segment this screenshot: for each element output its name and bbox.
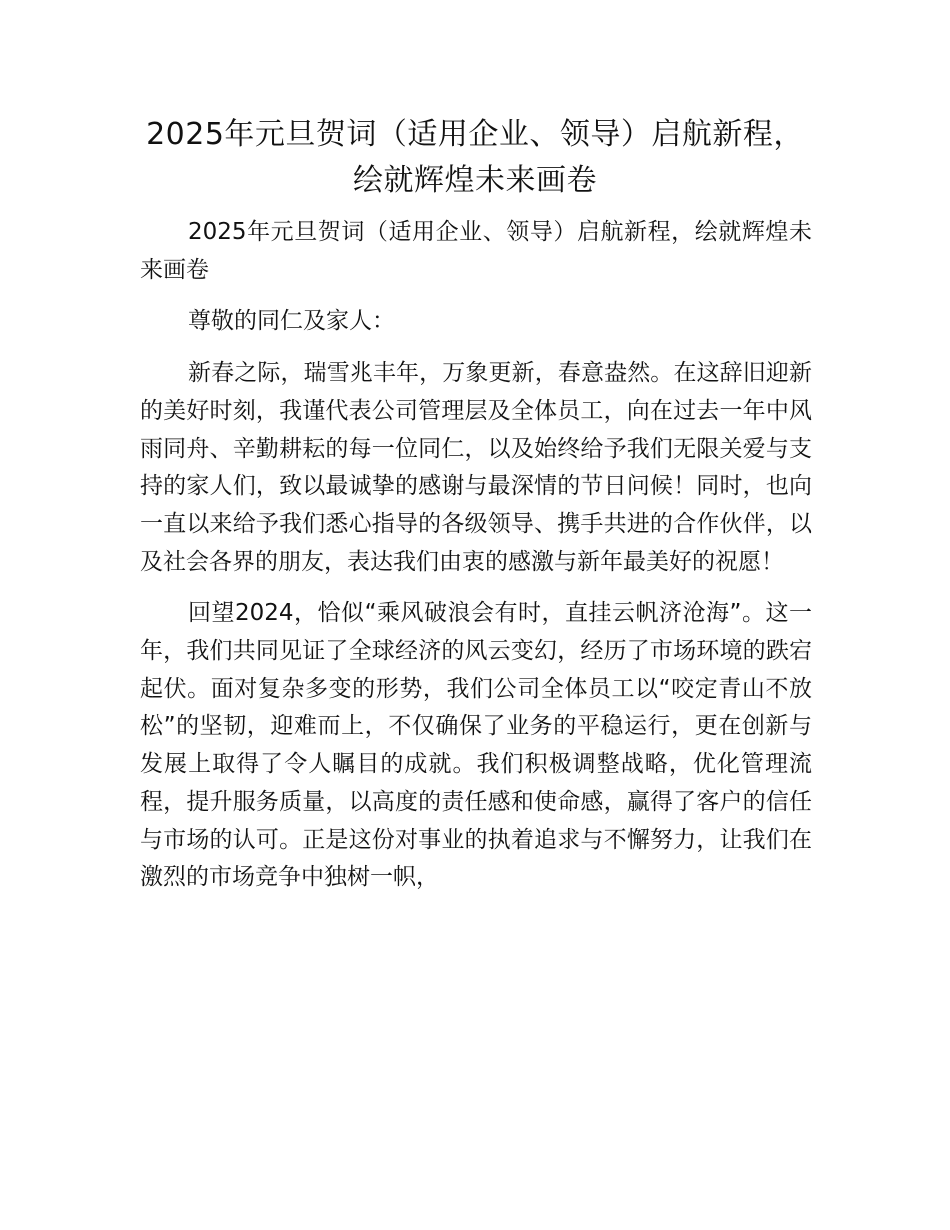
paragraph-salutation: 尊敬的同仁及家人： — [188, 308, 395, 335]
document-title: 2025年元旦贺词（适用企业、领导）启航新程，绘就辉煌未来画卷 — [146, 117, 804, 198]
document-body — [140, 214, 812, 911]
paragraph-subtitle: 2025年元旦贺词（适用企业、领导）启航新程，绘就辉煌未来画卷 — [140, 219, 812, 283]
paragraph-greeting: 新春之际，瑞雪兆丰年，万象更新，春意盎然。在这辞旧迎新的美好时刻，我谨代表公司管理层及全体员工，向在过去一年中风雨同舟、辛勤耕耘的每一位同仁，以及始终给予我们无限关爱与支持的家人们，致以最诚挚的感谢与最深情的节日问候！同时，也向一直以来给予我们悉心指导的各级领导、携手共进的合作伙伴，以及社会各界的朋友，表达我们由衷的感激与新年最美好的祝愿！ — [140, 360, 812, 575]
paragraph-review: 回望2024，恰似“乘风破浪会有时，直挂云帆济沧海”。这一年，我们共同见证了全球经济的风云变幻，经历了市场环境的跌宕起伏。面对复杂多变的形势，我们公司全体员工以“咬定青山不放松”的坚韧，迎难而上，不仅确保了业务的平稳运行，更在创新与发展上取得了令人瞩目的成就。我们积极调整战略，优化管理流程，提升服务质量，以高度的责任感和使命感，赢得了客户的信任与市场的认可。正是这份对事业的执着追求与不懈努力，让我们在激烈的市场竞争中独树一帜， — [140, 600, 812, 891]
